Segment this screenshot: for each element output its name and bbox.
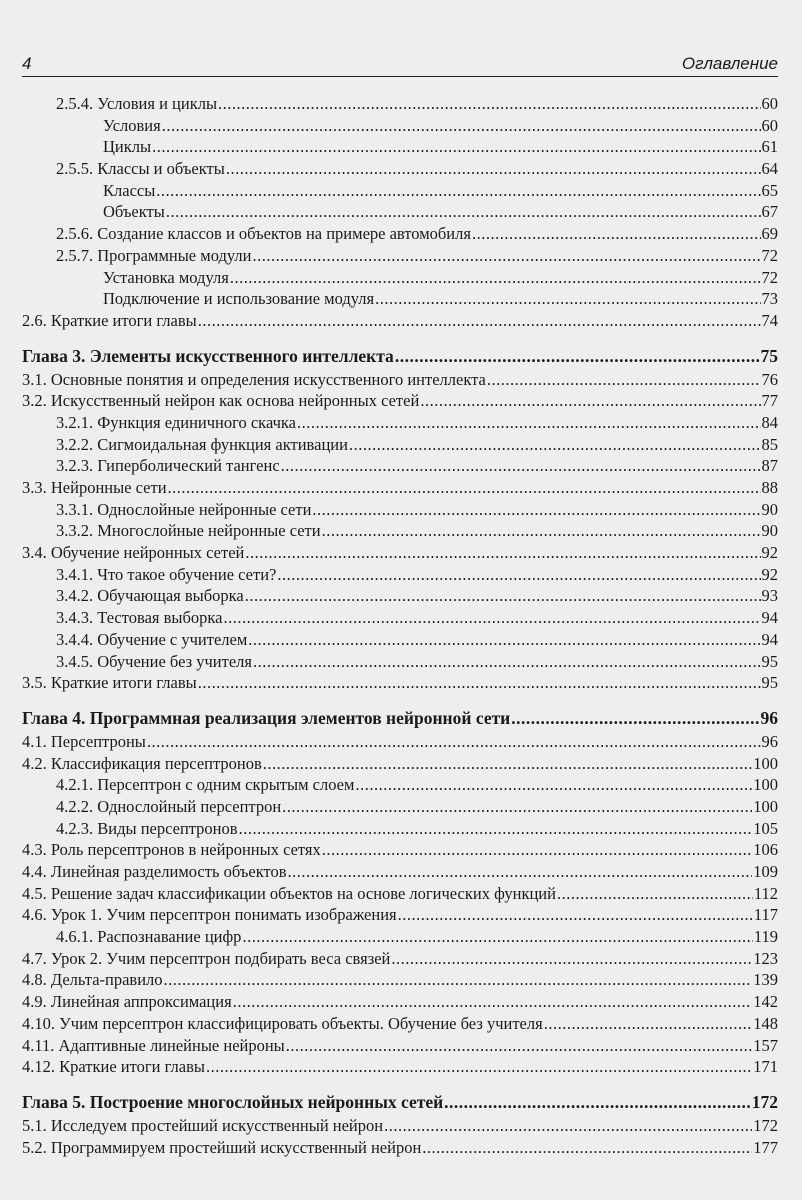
toc-leader-dots bbox=[544, 1014, 753, 1034]
toc-entry-page: 69 bbox=[761, 224, 778, 244]
toc-entry-title: 3.4.4. Обучение с учителем bbox=[56, 629, 248, 649]
toc-leader-dots bbox=[147, 732, 761, 752]
toc-entry-page: 106 bbox=[753, 840, 778, 860]
toc-leader-dots bbox=[281, 456, 761, 476]
toc-leader-dots bbox=[245, 586, 761, 606]
toc-entry[interactable] bbox=[22, 500, 778, 522]
toc-leader-dots bbox=[156, 181, 760, 201]
toc-entry[interactable] bbox=[22, 268, 778, 290]
toc-entry-page: 177 bbox=[753, 1137, 778, 1157]
page-header bbox=[22, 50, 778, 77]
toc-entry[interactable] bbox=[22, 754, 778, 776]
toc-entry-title: 3.2.2. Сигмоидальная функция активации bbox=[56, 434, 348, 454]
toc-entry-page: 96 bbox=[760, 707, 778, 728]
toc-entry-page: 60 bbox=[761, 115, 778, 135]
toc-entry[interactable] bbox=[22, 391, 778, 413]
toc-entry[interactable] bbox=[22, 116, 778, 138]
toc-leader-dots bbox=[420, 391, 760, 411]
running-title: Оглавление bbox=[681, 54, 778, 73]
toc-entry-title: 2.5.4. Условия и циклы bbox=[56, 94, 218, 113]
toc-entry-title: 4.1. Персептроны bbox=[22, 731, 146, 751]
toc-entry[interactable] bbox=[22, 311, 778, 333]
toc-entry-page: 61 bbox=[761, 137, 778, 157]
toc-entry[interactable] bbox=[22, 819, 778, 841]
toc-leader-dots bbox=[349, 435, 761, 455]
toc-leader-dots bbox=[557, 884, 753, 904]
toc-entry-page: 117 bbox=[753, 905, 778, 925]
toc-entry-page: 90 bbox=[761, 499, 778, 519]
toc-leader-dots bbox=[168, 478, 761, 498]
toc-entry-page: 96 bbox=[761, 731, 778, 751]
toc-entry[interactable] bbox=[22, 949, 778, 971]
toc-entry-title: 2.5.5. Классы и объекты bbox=[56, 159, 225, 179]
toc-leader-dots bbox=[198, 673, 761, 693]
toc-entry[interactable] bbox=[22, 1057, 778, 1079]
toc-entry[interactable] bbox=[22, 1138, 778, 1160]
toc-entry-page: 109 bbox=[753, 862, 778, 881]
toc-entry-page: 85 bbox=[761, 434, 778, 454]
toc-entry-page: 119 bbox=[753, 927, 778, 947]
toc-entry[interactable] bbox=[22, 992, 778, 1014]
toc-entry-title: Подключение и использование модуля bbox=[103, 289, 375, 309]
toc-entry-title: 4.6.1. Распознавание цифр bbox=[56, 927, 242, 947]
toc-entry-page: 92 bbox=[761, 543, 778, 563]
toc-leader-dots bbox=[166, 202, 761, 222]
toc-leader-dots bbox=[248, 630, 760, 650]
toc-entry[interactable] bbox=[22, 94, 778, 116]
toc-leader-dots bbox=[164, 970, 753, 990]
toc-leader-dots bbox=[152, 137, 760, 157]
toc-leader-dots bbox=[252, 246, 760, 266]
toc-entry[interactable] bbox=[22, 435, 778, 457]
toc-leader-dots bbox=[375, 289, 760, 309]
toc-entry-title: Циклы bbox=[103, 137, 152, 157]
toc-entry-page: 95 bbox=[761, 651, 778, 671]
toc-leader-dots bbox=[511, 708, 759, 729]
toc-entry-title: 3.2.3. Гиперболический тангенс bbox=[56, 456, 280, 476]
toc-entry-title: 4.7. Урок 2. Учим персептрон подбирать веса связей bbox=[22, 948, 391, 968]
toc-chapter-entry[interactable] bbox=[22, 346, 778, 370]
toc-leader-dots bbox=[355, 775, 752, 795]
toc-entry[interactable] bbox=[22, 543, 778, 565]
toc-leader-dots bbox=[233, 992, 753, 1012]
toc-entry[interactable] bbox=[22, 246, 778, 268]
toc-entry-title: 3.2. Искусственный нейрон как основа нейронных сетей bbox=[22, 391, 420, 411]
toc-entry[interactable] bbox=[22, 413, 778, 435]
toc-entry-title: 4.4. Линейная разделимость объектов bbox=[22, 862, 287, 881]
toc-entry-page: 95 bbox=[761, 673, 778, 693]
toc-entry[interactable] bbox=[22, 1036, 778, 1058]
toc-entry[interactable] bbox=[22, 456, 778, 478]
toc-entry-title: 4.9. Линейная аппроксимация bbox=[22, 992, 232, 1012]
toc-leader-dots bbox=[263, 754, 752, 774]
toc-entry[interactable] bbox=[22, 137, 778, 159]
toc-entry-page: 142 bbox=[753, 992, 778, 1012]
toc-entry-page: 76 bbox=[761, 369, 778, 389]
toc-entry-title: Глава 5. Построение многослойных нейронных сетей bbox=[22, 1091, 444, 1112]
toc-entry-page: 94 bbox=[761, 608, 778, 628]
toc-entry-title: 2.5.6. Создание классов и объектов на примере автомобиля bbox=[56, 224, 471, 244]
toc-entry-title: 4.6. Урок 1. Учим персептрон понимать изображения bbox=[22, 905, 397, 925]
toc-entry-title: 3.2.1. Функция единичного скачка bbox=[56, 412, 296, 432]
toc-entry[interactable] bbox=[22, 840, 778, 862]
toc-entry[interactable] bbox=[22, 1014, 778, 1036]
toc-entry-page: 92 bbox=[761, 564, 778, 584]
toc-entry-title: 2.6. Краткие итоги главы bbox=[22, 310, 197, 330]
toc-entry-page: 87 bbox=[761, 456, 778, 476]
toc-entry-page: 88 bbox=[761, 478, 778, 497]
toc-entry-title: 4.2. Классификация персептронов bbox=[22, 753, 262, 773]
toc-entry-title: 4.2.3. Виды персептронов bbox=[56, 818, 238, 838]
toc-leader-dots bbox=[162, 116, 761, 136]
toc-chapter-entry[interactable] bbox=[22, 1092, 778, 1116]
toc-leader-dots bbox=[297, 413, 761, 433]
toc-entry[interactable] bbox=[22, 884, 778, 906]
toc-entry[interactable] bbox=[22, 652, 778, 674]
toc-entry-page: 65 bbox=[761, 180, 778, 200]
toc-entry-title: Глава 3. Элементы искусственного интеллекта bbox=[22, 345, 394, 366]
toc-entry-page: 84 bbox=[761, 412, 778, 432]
toc-entry-title: 3.5. Краткие итоги главы bbox=[22, 673, 197, 693]
toc-entry-title: 3.4.2. Обучающая выборка bbox=[56, 586, 244, 606]
toc-entry-title: 3.4.3. Тестовая выборка bbox=[56, 608, 223, 628]
toc-entry[interactable] bbox=[22, 775, 778, 797]
toc-entry[interactable] bbox=[22, 224, 778, 246]
toc-entry-page: 93 bbox=[761, 586, 778, 606]
toc-entry-page: 74 bbox=[761, 310, 778, 330]
toc-entry-page: 112 bbox=[753, 883, 778, 903]
toc-entry[interactable] bbox=[22, 905, 778, 927]
toc-entry-page: 67 bbox=[761, 202, 778, 222]
toc-leader-dots bbox=[282, 797, 752, 817]
toc-entry-page: 72 bbox=[761, 245, 778, 265]
toc-entry-title: 4.12. Краткие итоги главы bbox=[22, 1057, 205, 1077]
toc-leader-dots bbox=[277, 565, 760, 585]
toc-entry-page: 171 bbox=[753, 1057, 778, 1077]
toc-entry-title: 4.11. Адаптивные линейные нейроны bbox=[22, 1035, 285, 1055]
toc-entry[interactable] bbox=[22, 630, 778, 652]
toc-entry-title: Классы bbox=[103, 180, 156, 200]
toc-leader-dots bbox=[422, 1138, 752, 1158]
toc-leader-dots bbox=[253, 652, 761, 672]
toc-entry[interactable] bbox=[22, 202, 778, 224]
table-of-contents bbox=[22, 94, 778, 1159]
toc-entry-title: 3.3.2. Многослойные нейронные сети bbox=[56, 521, 321, 541]
toc-entry[interactable] bbox=[22, 478, 778, 500]
toc-entry-page: 172 bbox=[753, 1115, 778, 1135]
toc-entry-page: 75 bbox=[760, 345, 778, 366]
toc-entry-title: 4.2.1. Персептрон с одним скрытым слоем bbox=[56, 775, 355, 795]
toc-entry-page: 105 bbox=[753, 818, 778, 838]
toc-chapter-entry[interactable] bbox=[22, 708, 778, 732]
toc-entry-page: 64 bbox=[761, 159, 778, 179]
toc-entry-title: Условия bbox=[103, 115, 161, 135]
toc-entry-page: 73 bbox=[761, 289, 778, 309]
toc-entry-page: 148 bbox=[753, 1013, 778, 1033]
toc-entry[interactable] bbox=[22, 862, 778, 884]
toc-entry-page: 72 bbox=[761, 267, 778, 287]
toc-entry-title: 3.4. Обучение нейронных сетей bbox=[22, 543, 245, 563]
toc-entry-title: 2.5.7. Программные модули bbox=[56, 245, 252, 265]
toc-entry-page: 100 bbox=[753, 753, 778, 773]
toc-entry[interactable] bbox=[22, 586, 778, 608]
toc-leader-dots bbox=[218, 94, 760, 114]
toc-entry[interactable] bbox=[22, 797, 778, 819]
toc-entry[interactable] bbox=[22, 673, 778, 695]
toc-entry-title: 5.2. Программируем простейший искусственный нейрон bbox=[22, 1137, 422, 1157]
toc-entry-title: Глава 4. Программная реализация элементов нейронной сети bbox=[22, 707, 511, 728]
toc-entry[interactable] bbox=[22, 927, 778, 949]
toc-leader-dots bbox=[242, 927, 752, 947]
toc-leader-dots bbox=[230, 268, 761, 288]
toc-entry-title: 3.3. Нейронные сети bbox=[22, 478, 167, 497]
toc-leader-dots bbox=[322, 840, 753, 860]
toc-entry-title: 3.1. Основные понятия и определения искусственного интеллекта bbox=[22, 369, 486, 389]
toc-entry-page: 90 bbox=[761, 521, 778, 541]
toc-leader-dots bbox=[223, 608, 760, 628]
toc-entry-page: 77 bbox=[761, 391, 778, 411]
toc-entry-title: 3.4.1. Что такое обучение сети? bbox=[56, 564, 277, 584]
toc-entry-title: 3.4.5. Обучение без учителя bbox=[56, 651, 252, 671]
toc-leader-dots bbox=[288, 862, 753, 882]
toc-entry[interactable] bbox=[22, 370, 778, 392]
toc-entry[interactable] bbox=[22, 181, 778, 203]
toc-entry-title: 4.3. Роль персептронов в нейронных сетях bbox=[22, 840, 321, 860]
toc-leader-dots bbox=[444, 1092, 751, 1113]
toc-entry-page: 123 bbox=[753, 948, 778, 968]
toc-entry-title: Объекты bbox=[103, 202, 165, 222]
toc-leader-dots bbox=[226, 159, 761, 179]
toc-entry-title: 3.3.1. Однослойные нейронные сети bbox=[56, 499, 312, 519]
toc-leader-dots bbox=[391, 949, 752, 969]
toc-entry-title: 4.8. Дельта-правило bbox=[22, 970, 163, 990]
toc-entry[interactable] bbox=[22, 970, 778, 992]
toc-entry[interactable] bbox=[22, 732, 778, 754]
toc-leader-dots bbox=[395, 346, 760, 367]
toc-entry-title: 4.5. Решение задач классификации объектов на основе логических функций bbox=[22, 883, 556, 903]
toc-entry-title: 4.10. Учим персептрон классифицировать объекты. Обучение без учителя bbox=[22, 1013, 543, 1033]
toc-entry-page: 172 bbox=[751, 1091, 778, 1112]
toc-entry-title: 4.2.2. Однослойный персептрон bbox=[56, 796, 282, 816]
toc-entry-title: Установка модуля bbox=[103, 267, 229, 287]
page-number: 4 bbox=[22, 54, 32, 73]
toc-entry[interactable] bbox=[22, 1116, 778, 1138]
toc-entry-page: 100 bbox=[753, 796, 778, 816]
toc-leader-dots bbox=[322, 521, 761, 541]
toc-entry-page: 60 bbox=[761, 94, 778, 113]
toc-leader-dots bbox=[198, 311, 761, 331]
toc-leader-dots bbox=[312, 500, 760, 520]
toc-entry[interactable] bbox=[22, 289, 778, 311]
toc-entry-page: 94 bbox=[761, 629, 778, 649]
toc-entry[interactable] bbox=[22, 521, 778, 543]
toc-entry-page: 100 bbox=[753, 775, 778, 795]
toc-entry-title: 5.1. Исследуем простейший искусственный нейрон bbox=[22, 1115, 384, 1135]
toc-leader-dots bbox=[487, 370, 761, 390]
toc-leader-dots bbox=[286, 1036, 752, 1056]
toc-leader-dots bbox=[206, 1057, 752, 1077]
toc-entry[interactable] bbox=[22, 565, 778, 587]
toc-entry[interactable] bbox=[22, 159, 778, 181]
toc-leader-dots bbox=[245, 543, 760, 563]
toc-entry[interactable] bbox=[22, 608, 778, 630]
toc-leader-dots bbox=[384, 1116, 752, 1136]
toc-leader-dots bbox=[239, 819, 753, 839]
toc-leader-dots bbox=[398, 905, 753, 925]
toc-entry-page: 157 bbox=[753, 1035, 778, 1055]
toc-entry-page: 139 bbox=[753, 970, 778, 990]
toc-leader-dots bbox=[472, 224, 761, 244]
